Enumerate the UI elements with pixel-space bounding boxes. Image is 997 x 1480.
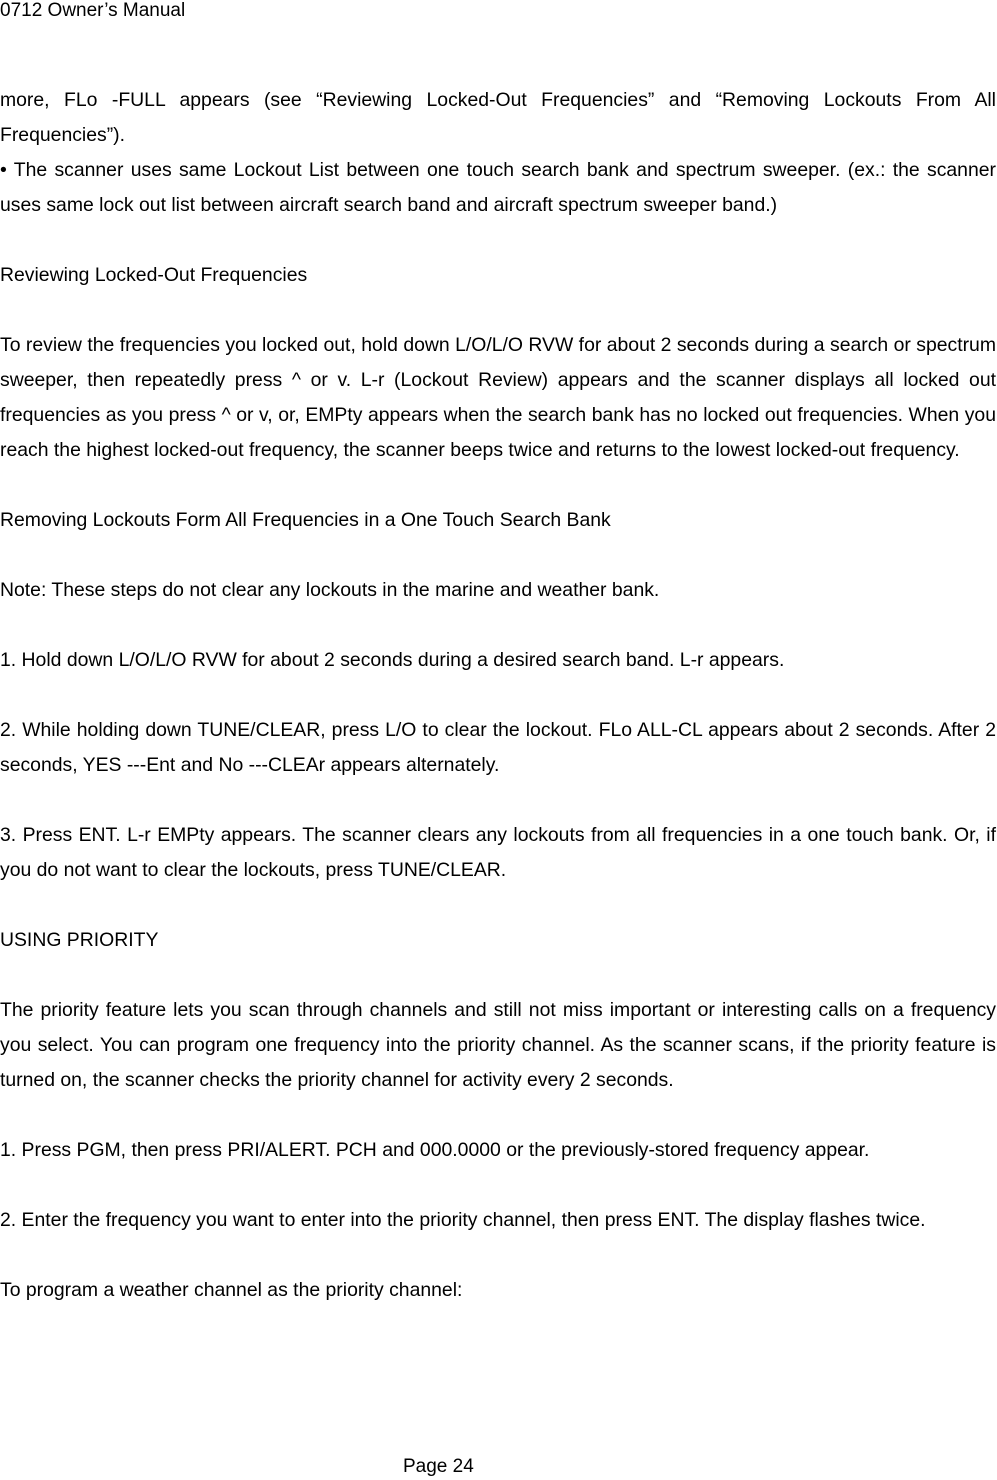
paragraph-shared-lockout-list: • The scanner uses same Lockout List between one touch search bank and spectrum sweeper. (ex.: the scanner uses same lock out list between aircraft search band and aircraft spectrum sweeper band.) [0, 159, 996, 216]
paragraph-note-marine-weather: Note: These steps do not clear any lockouts in the marine and weather bank. [0, 579, 660, 601]
step-remove-2: 2. While holding down TUNE/CLEAR, press L/O to clear the lockout. FLo ALL-CL appears about 2 seconds. After 2 seconds, YES ---Ent and No ---CLEAr appears alternately. [0, 719, 996, 776]
paragraph-priority-description: The priority feature lets you scan through channels and still not miss important or interesting calls on a frequency you select. You can program one frequency into the priority channel. As the scanner scans, if the priority feature is turned on, the scanner checks the priority channel for activity every 2 seconds. [0, 999, 996, 1091]
step-priority-2: 2. Enter the frequency you want to enter into the priority channel, then press ENT. The display flashes twice. [0, 1209, 926, 1231]
section-heading-reviewing-lockouts: Reviewing Locked-Out Frequencies [0, 264, 308, 286]
step-remove-1: 1. Hold down L/O/L/O RVW for about 2 seconds during a desired search band. L-r appears. [0, 649, 785, 671]
paragraph-review-instructions: To review the frequencies you locked out, hold down L/O/L/O RVW for about 2 seconds during a search or spectrum sweeper, then repeatedly press ^ or v. L-r (Lockout Review) appears and the scanner displays all locked out frequencies as you press ^ or v, or, EMPty appears when the search bank has no locked out frequencies. When you reach the highest locked-out frequency, the scanner beeps twice and returns to the lowest locked-out frequency. [0, 334, 996, 461]
page-number: Page 24 [403, 1456, 474, 1477]
section-heading-removing-lockouts: Removing Lockouts Form All Frequencies in a One Touch Search Bank [0, 509, 611, 531]
step-remove-3: 3. Press ENT. L-r EMPty appears. The scanner clears any lockouts from all frequencies in a one touch bank. Or, if you do not want to clear the lockouts, press TUNE/CLEAR. [0, 824, 996, 881]
section-heading-using-priority: USING PRIORITY [0, 929, 159, 951]
paragraph-weather-priority-intro: To program a weather channel as the priority channel: [0, 1279, 463, 1301]
paragraph-lockout-full-note: more, FLo -FULL appears (see “Reviewing Locked-Out Frequencies” and “Removing Lockouts From All Frequencies”). [0, 89, 996, 146]
page-header-title: 0712 Owner’s Manual [0, 0, 186, 21]
manual-body [0, 83, 996, 1308]
step-priority-1: 1. Press PGM, then press PRI/ALERT. PCH and 000.0000 or the previously-stored frequency appear. [0, 1139, 870, 1161]
